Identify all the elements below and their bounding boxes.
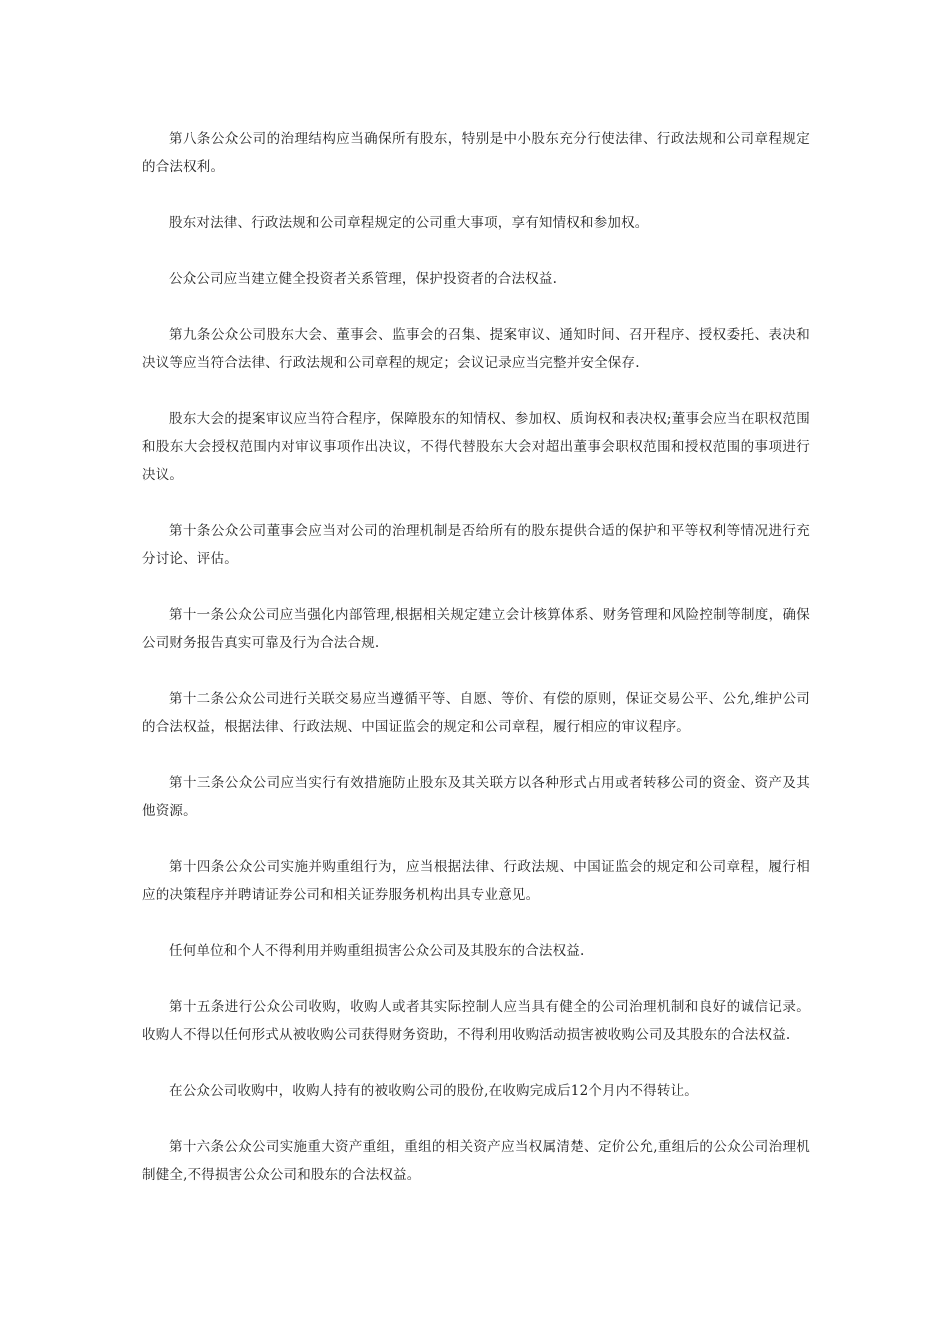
paragraph-shareholder-rights: 股东对法律、行政法规和公司章程规定的公司重大事项，享有知情权和参加权。 (169, 215, 649, 231)
paragraph-article-11: 第十一条公众公司应当强化内部管理,根据相关规定建立会计核算体系、财务管理和风险控制等制度，确保公司财务报告真实可靠及行为合法合规. (142, 607, 810, 651)
paragraph-lockup-period: 在公众公司收购中，收购人持有的被收购公司的股份,在收购完成后12个月内不得转让。 (169, 1083, 698, 1099)
paragraph-article-12: 第十二条公众公司进行关联交易应当遵循平等、自愿、等价、有偿的原则，保证交易公平、公允,维护公司的合法权益，根据法律、行政法规、中国证监会的规定和公司章程，履行相应的审议程序。 (142, 691, 810, 735)
paragraph-article-16: 第十六条公众公司实施重大资产重组，重组的相关资产应当权属清楚、定价公允,重组后的公众公司治理机制健全,不得损害公众公司和股东的合法权益。 (142, 1139, 810, 1183)
document-body (142, 125, 810, 1217)
paragraph-article-15: 第十五条进行公众公司收购，收购人或者其实际控制人应当具有健全的公司治理机制和良好的诚信记录。收购人不得以任何形式从被收购公司获得财务资助，不得利用收购活动损害被收购公司及其股东的合法权益. (142, 999, 810, 1043)
paragraph-article-8: 第八条公众公司的治理结构应当确保所有股东，特别是中小股东充分行使法律、行政法规和公司章程规定的合法权利。 (142, 131, 810, 175)
paragraph-article-14: 第十四条公众公司实施并购重组行为，应当根据法律、行政法规、中国证监会的规定和公司章程，履行相应的决策程序并聘请证券公司和相关证券服务机构出具专业意见。 (142, 859, 810, 903)
paragraph-article-10: 第十条公众公司董事会应当对公司的治理机制是否给所有的股东提供合适的保护和平等权利等情况进行充分讨论、评估。 (142, 523, 810, 567)
paragraph-investor-relations: 公众公司应当建立健全投资者关系管理，保护投资者的合法权益. (169, 271, 558, 287)
paragraph-merger-protection: 任何单位和个人不得利用并购重组损害公众公司及其股东的合法权益. (169, 943, 585, 959)
paragraph-proposal-review: 股东大会的提案审议应当符合程序，保障股东的知情权、参加权、质询权和表决权;董事会应当在职权范围和股东大会授权范围内对审议事项作出决议，不得代替股东大会对超出董事会职权范围和授权范围的事项进行决议。 (142, 411, 810, 483)
paragraph-article-9: 第九条公众公司股东大会、董事会、监事会的召集、提案审议、通知时间、召开程序、授权委托、表决和决议等应当符合法律、行政法规和公司章程的规定；会议记录应当完整并安全保存. (142, 327, 810, 371)
paragraph-article-13: 第十三条公众公司应当实行有效措施防止股东及其关联方以各种形式占用或者转移公司的资金、资产及其他资源。 (142, 775, 810, 819)
